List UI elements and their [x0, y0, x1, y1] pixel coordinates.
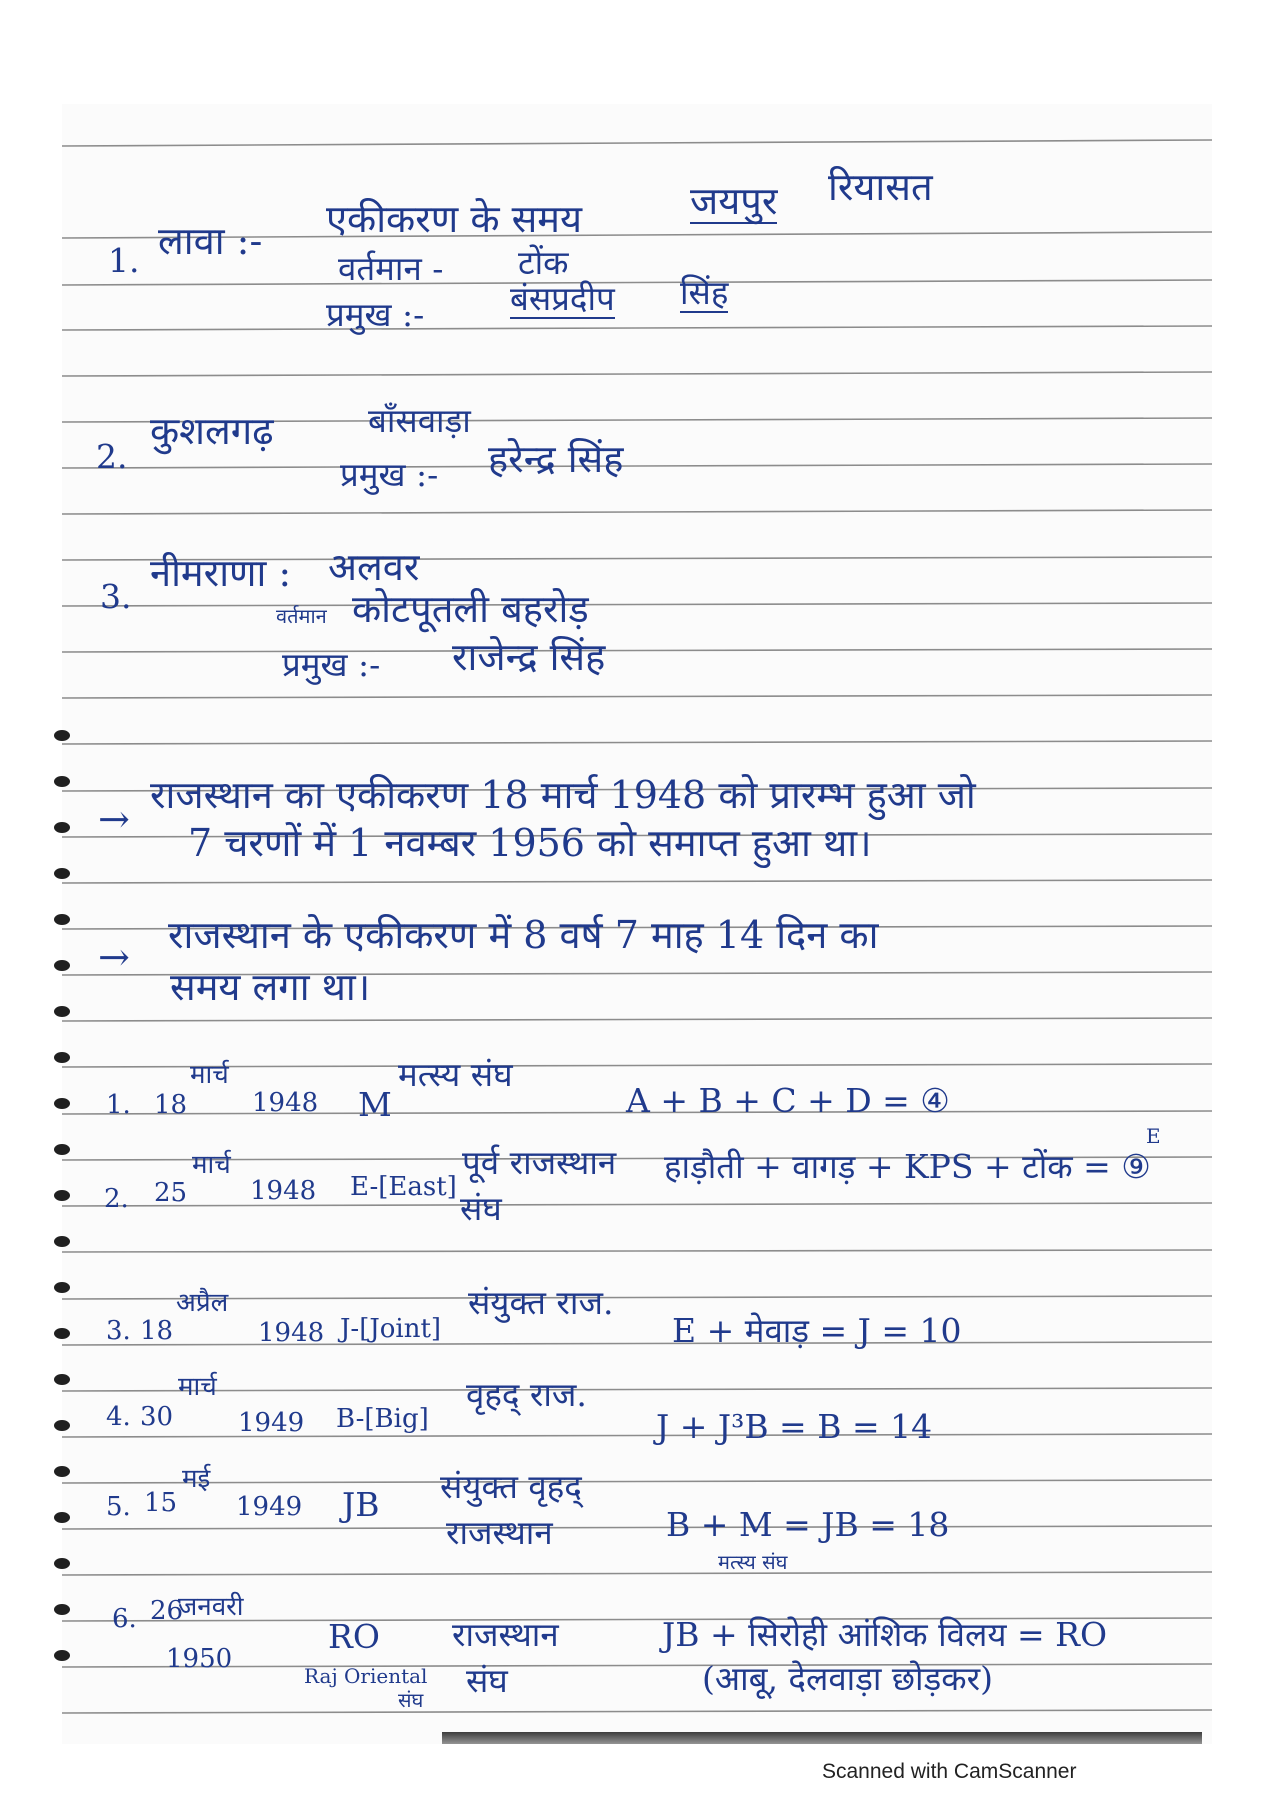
stage-name: राजस्थान	[452, 1615, 559, 1654]
stage-year: 1948	[258, 1318, 325, 1348]
item1-head-value: बंसप्रदीप	[510, 279, 615, 318]
item3-number: 3.	[100, 577, 132, 616]
item3-head-label: प्रमुख :-	[282, 645, 381, 684]
stage-name: संयुक्त राज.	[468, 1283, 614, 1322]
stage-year: 1949	[238, 1408, 305, 1438]
stage-code: RO	[328, 1617, 380, 1656]
scanner-watermark: Scanned with CamScanner	[822, 1760, 1077, 1783]
fact1-line2: 7 चरणों में 1 नवम्बर 1956 को समाप्त हुआ था।	[188, 821, 872, 865]
item1-riyasat-word: रियासत	[828, 165, 933, 209]
stage-formula: J + J³B = B = 14	[656, 1407, 933, 1446]
stage-number: 3.	[106, 1316, 131, 1346]
item2-name: कुशलगढ़	[150, 409, 274, 453]
item1-number: 1.	[108, 241, 140, 280]
item2-head-label: प्रमुख :-	[340, 455, 439, 494]
stage-day: 30	[140, 1402, 174, 1432]
stage-name: संयुक्त वृहद्	[440, 1467, 582, 1506]
stage-code: E-[East]	[350, 1172, 457, 1202]
fact2-line1: राजस्थान के एकीकरण में 8 वर्ष 7 माह 14 दिन का	[168, 913, 879, 957]
stage-month: अप्रैल	[176, 1288, 229, 1318]
stage-day: 18	[154, 1090, 188, 1120]
stage-name-line2: संघ	[466, 1661, 508, 1700]
stage-day: 25	[154, 1178, 188, 1208]
stage-day: 26	[150, 1596, 184, 1626]
stage-number: 6.	[112, 1604, 137, 1634]
stage-number: 5.	[106, 1492, 131, 1522]
arrow-icon: →	[98, 935, 130, 979]
item2-head-value: हरेन्द्र सिंह	[488, 437, 624, 481]
stage-formula-note: E	[1146, 1124, 1161, 1148]
stage-year: 1948	[250, 1176, 317, 1206]
item1-name: लावा :-	[158, 219, 263, 263]
stage-code-note2: संघ	[398, 1688, 424, 1712]
stage-name: वृहद् राज.	[466, 1375, 587, 1414]
binding-holes	[54, 730, 76, 1690]
stage-year: 1948	[252, 1088, 319, 1118]
stage-month: मई	[182, 1464, 211, 1494]
item1-head-label: प्रमुख :-	[326, 295, 425, 334]
stage-month: जनवरी	[178, 1592, 244, 1622]
stage-year: 1949	[236, 1492, 303, 1522]
item3-head-value: राजेन्द्र सिंह	[452, 635, 606, 679]
item2-place: बाँसवाड़ा	[368, 401, 471, 440]
stage-day: 18	[140, 1316, 174, 1346]
stage-code: M	[358, 1085, 392, 1124]
arrow-icon: →	[98, 797, 130, 841]
item1-current-label: वर्तमान -	[338, 249, 444, 288]
stage-formula: A + B + C + D = ④	[626, 1081, 950, 1120]
stage-formula-note: (आबू, देलवाड़ा छोड़कर)	[702, 1659, 993, 1698]
stage-name-line2: संघ	[460, 1189, 502, 1228]
fact1-line1: राजस्थान का एकीकरण 18 मार्च 1948 को प्रारम्भ हुआ जो	[150, 773, 976, 817]
fact2-line2: समय लगा था।	[170, 965, 371, 1009]
stage-formula: E + मेवाड़ = J = 10	[672, 1311, 962, 1350]
stage-code: J-[Joint]	[340, 1314, 442, 1344]
page-edge-shadow	[442, 1732, 1202, 1744]
stage-month: मार्च	[178, 1372, 217, 1402]
stage-code: JB	[342, 1485, 380, 1524]
stage-formula: हाड़ौती + वागड़ + KPS + टोंक = ⑨	[664, 1147, 1151, 1186]
stage-day: 15	[144, 1488, 178, 1518]
stage-formula-note: मत्स्य संघ	[718, 1550, 788, 1574]
item3-current-label: वर्तमान	[276, 604, 327, 628]
stage-code-note: Raj Oriental	[304, 1664, 428, 1688]
stage-name-line2: राजस्थान	[446, 1513, 553, 1552]
stage-year: 1950	[166, 1644, 233, 1674]
item1-riyasat: जयपुर	[690, 179, 778, 223]
item3-place: अलवर	[328, 545, 420, 589]
item1-head-value2: सिंह	[680, 273, 729, 312]
stage-name: पूर्व राजस्थान	[462, 1143, 617, 1182]
item3-current-value: कोटपूतली बहरोड़	[352, 587, 589, 631]
stage-formula: JB + सिरोही आंशिक विलय = RO	[662, 1615, 1108, 1654]
stage-month: मार्च	[190, 1060, 229, 1090]
stage-name: मत्स्य संघ	[398, 1055, 513, 1094]
stage-formula: B + M = JB = 18	[666, 1505, 950, 1544]
stage-number: 4.	[106, 1402, 131, 1432]
stage-code: B-[Big]	[336, 1404, 429, 1434]
stage-number: 1.	[106, 1090, 131, 1120]
item3-name: नीमराणा :	[150, 551, 292, 595]
item1-phrase: एकीकरण के समय	[326, 197, 583, 241]
stage-month: मार्च	[192, 1150, 231, 1180]
item2-number: 2.	[96, 437, 128, 476]
stage-number: 2.	[104, 1184, 129, 1214]
item1-current-value: टोंक	[518, 243, 569, 282]
